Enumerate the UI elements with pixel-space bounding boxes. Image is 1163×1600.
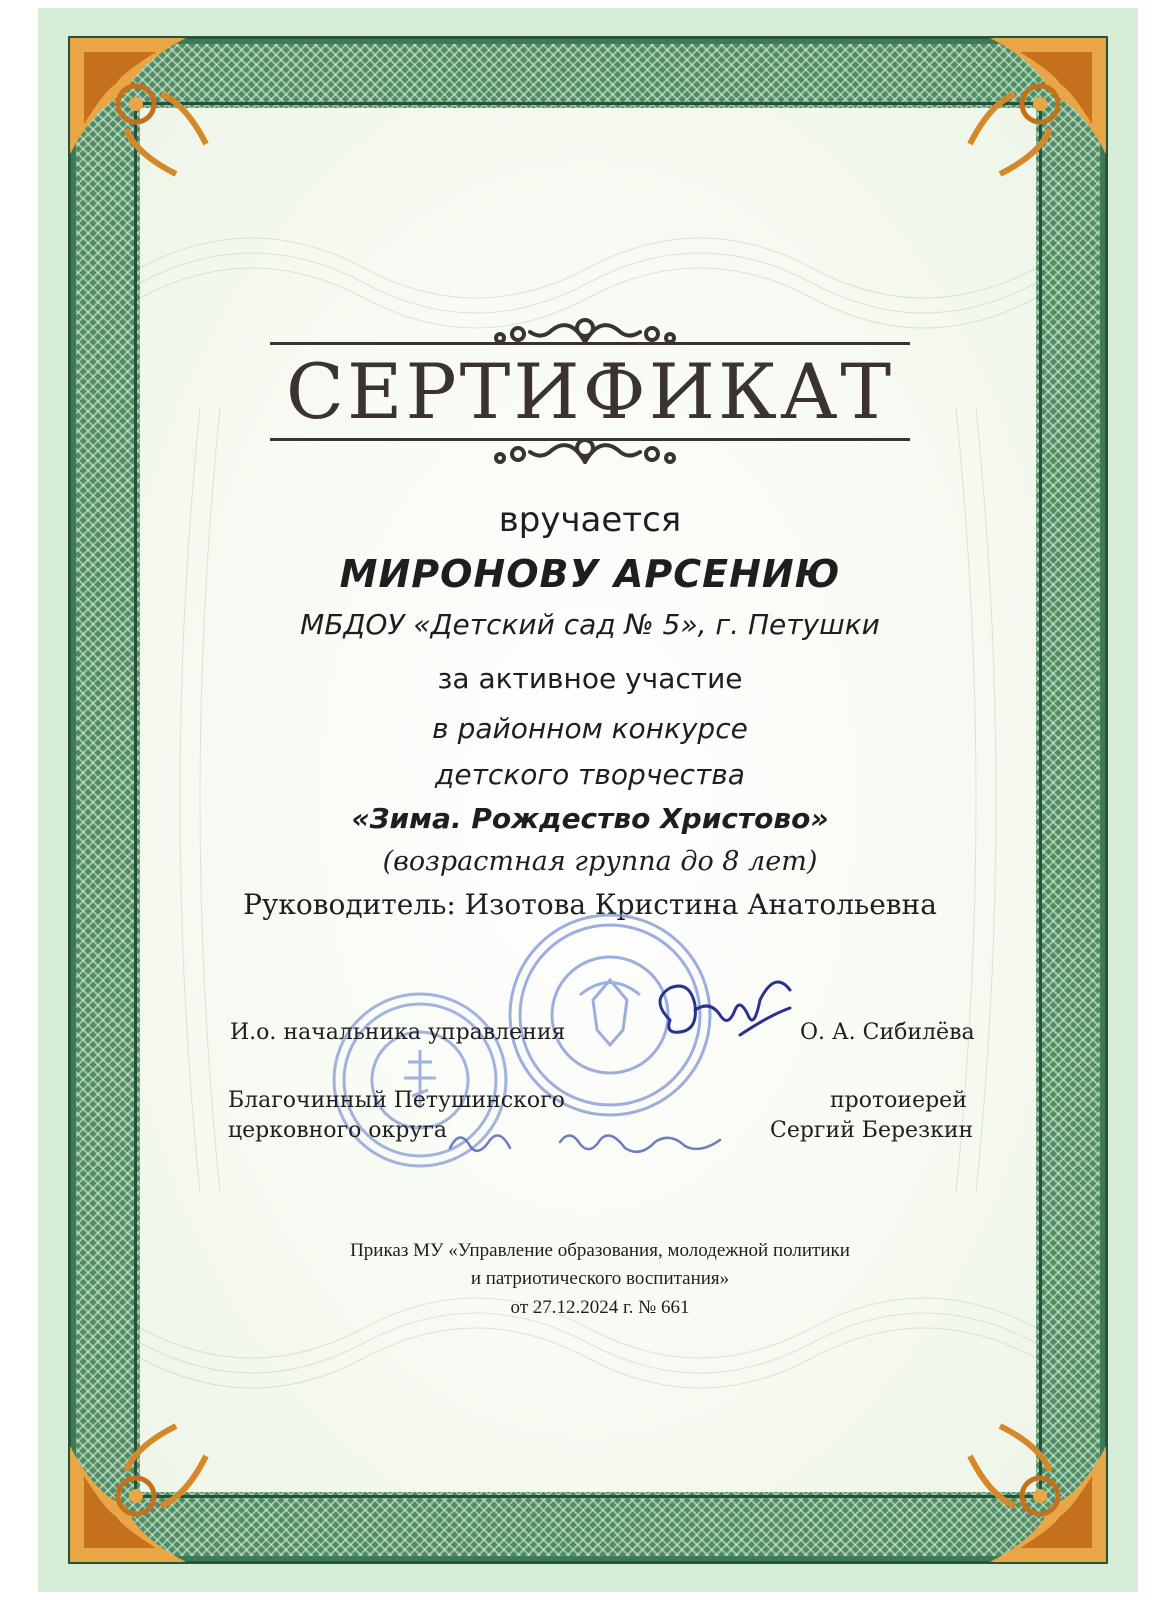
signature-berezkin <box>440 1118 730 1168</box>
signatory-2-role-line-1: Благочинный Петушинского <box>228 1088 565 1113</box>
order-line-2: и патриотического воспитания» <box>470 1268 730 1289</box>
signatory-2-name: Сергий Березкин <box>770 1118 974 1143</box>
presented-text: вручается <box>498 500 682 540</box>
age-group: (возрастная группа до 8 лет) <box>382 846 818 877</box>
corner-ornament-bottom-left <box>66 1416 216 1566</box>
recipient-name: МИРОНОВУ АРСЕНИЮ <box>339 552 841 596</box>
order-line-1: Приказ МУ «Управление образования, молодежной политики <box>350 1240 850 1261</box>
contest-name: «Зима. Рождество Христово» <box>351 802 829 835</box>
signatory-1-role: И.о. начальника управления <box>230 1020 566 1045</box>
contest-line-1: в районном конкурсе <box>432 712 748 745</box>
signatory-2-role-line-2: церковного округа <box>228 1118 447 1143</box>
order-line-3: от 27.12.2024 г. № 661 <box>510 1297 690 1318</box>
certificate-title: СЕРТИФИКАТ <box>285 347 895 436</box>
title-flourish-bottom <box>490 432 680 472</box>
reason-text: за активное участие <box>437 662 743 695</box>
supervisor: Руководитель: Изотова Кристина Анатольевна <box>243 888 937 921</box>
signature-sibileva <box>640 960 800 1060</box>
title-flourish-top <box>490 312 680 352</box>
signatory-2-title: протоиерей <box>830 1088 967 1113</box>
corner-ornament-top-left <box>66 34 216 184</box>
signatory-1-name: О. А. Сибилёва <box>800 1020 975 1045</box>
contest-line-2: детского творчества <box>435 758 745 791</box>
corner-ornament-top-right <box>960 34 1110 184</box>
title-rule-top <box>270 342 910 345</box>
corner-ornament-bottom-right <box>960 1416 1110 1566</box>
organization: МБДОУ «Детский сад № 5», г. Петушки <box>300 608 880 641</box>
